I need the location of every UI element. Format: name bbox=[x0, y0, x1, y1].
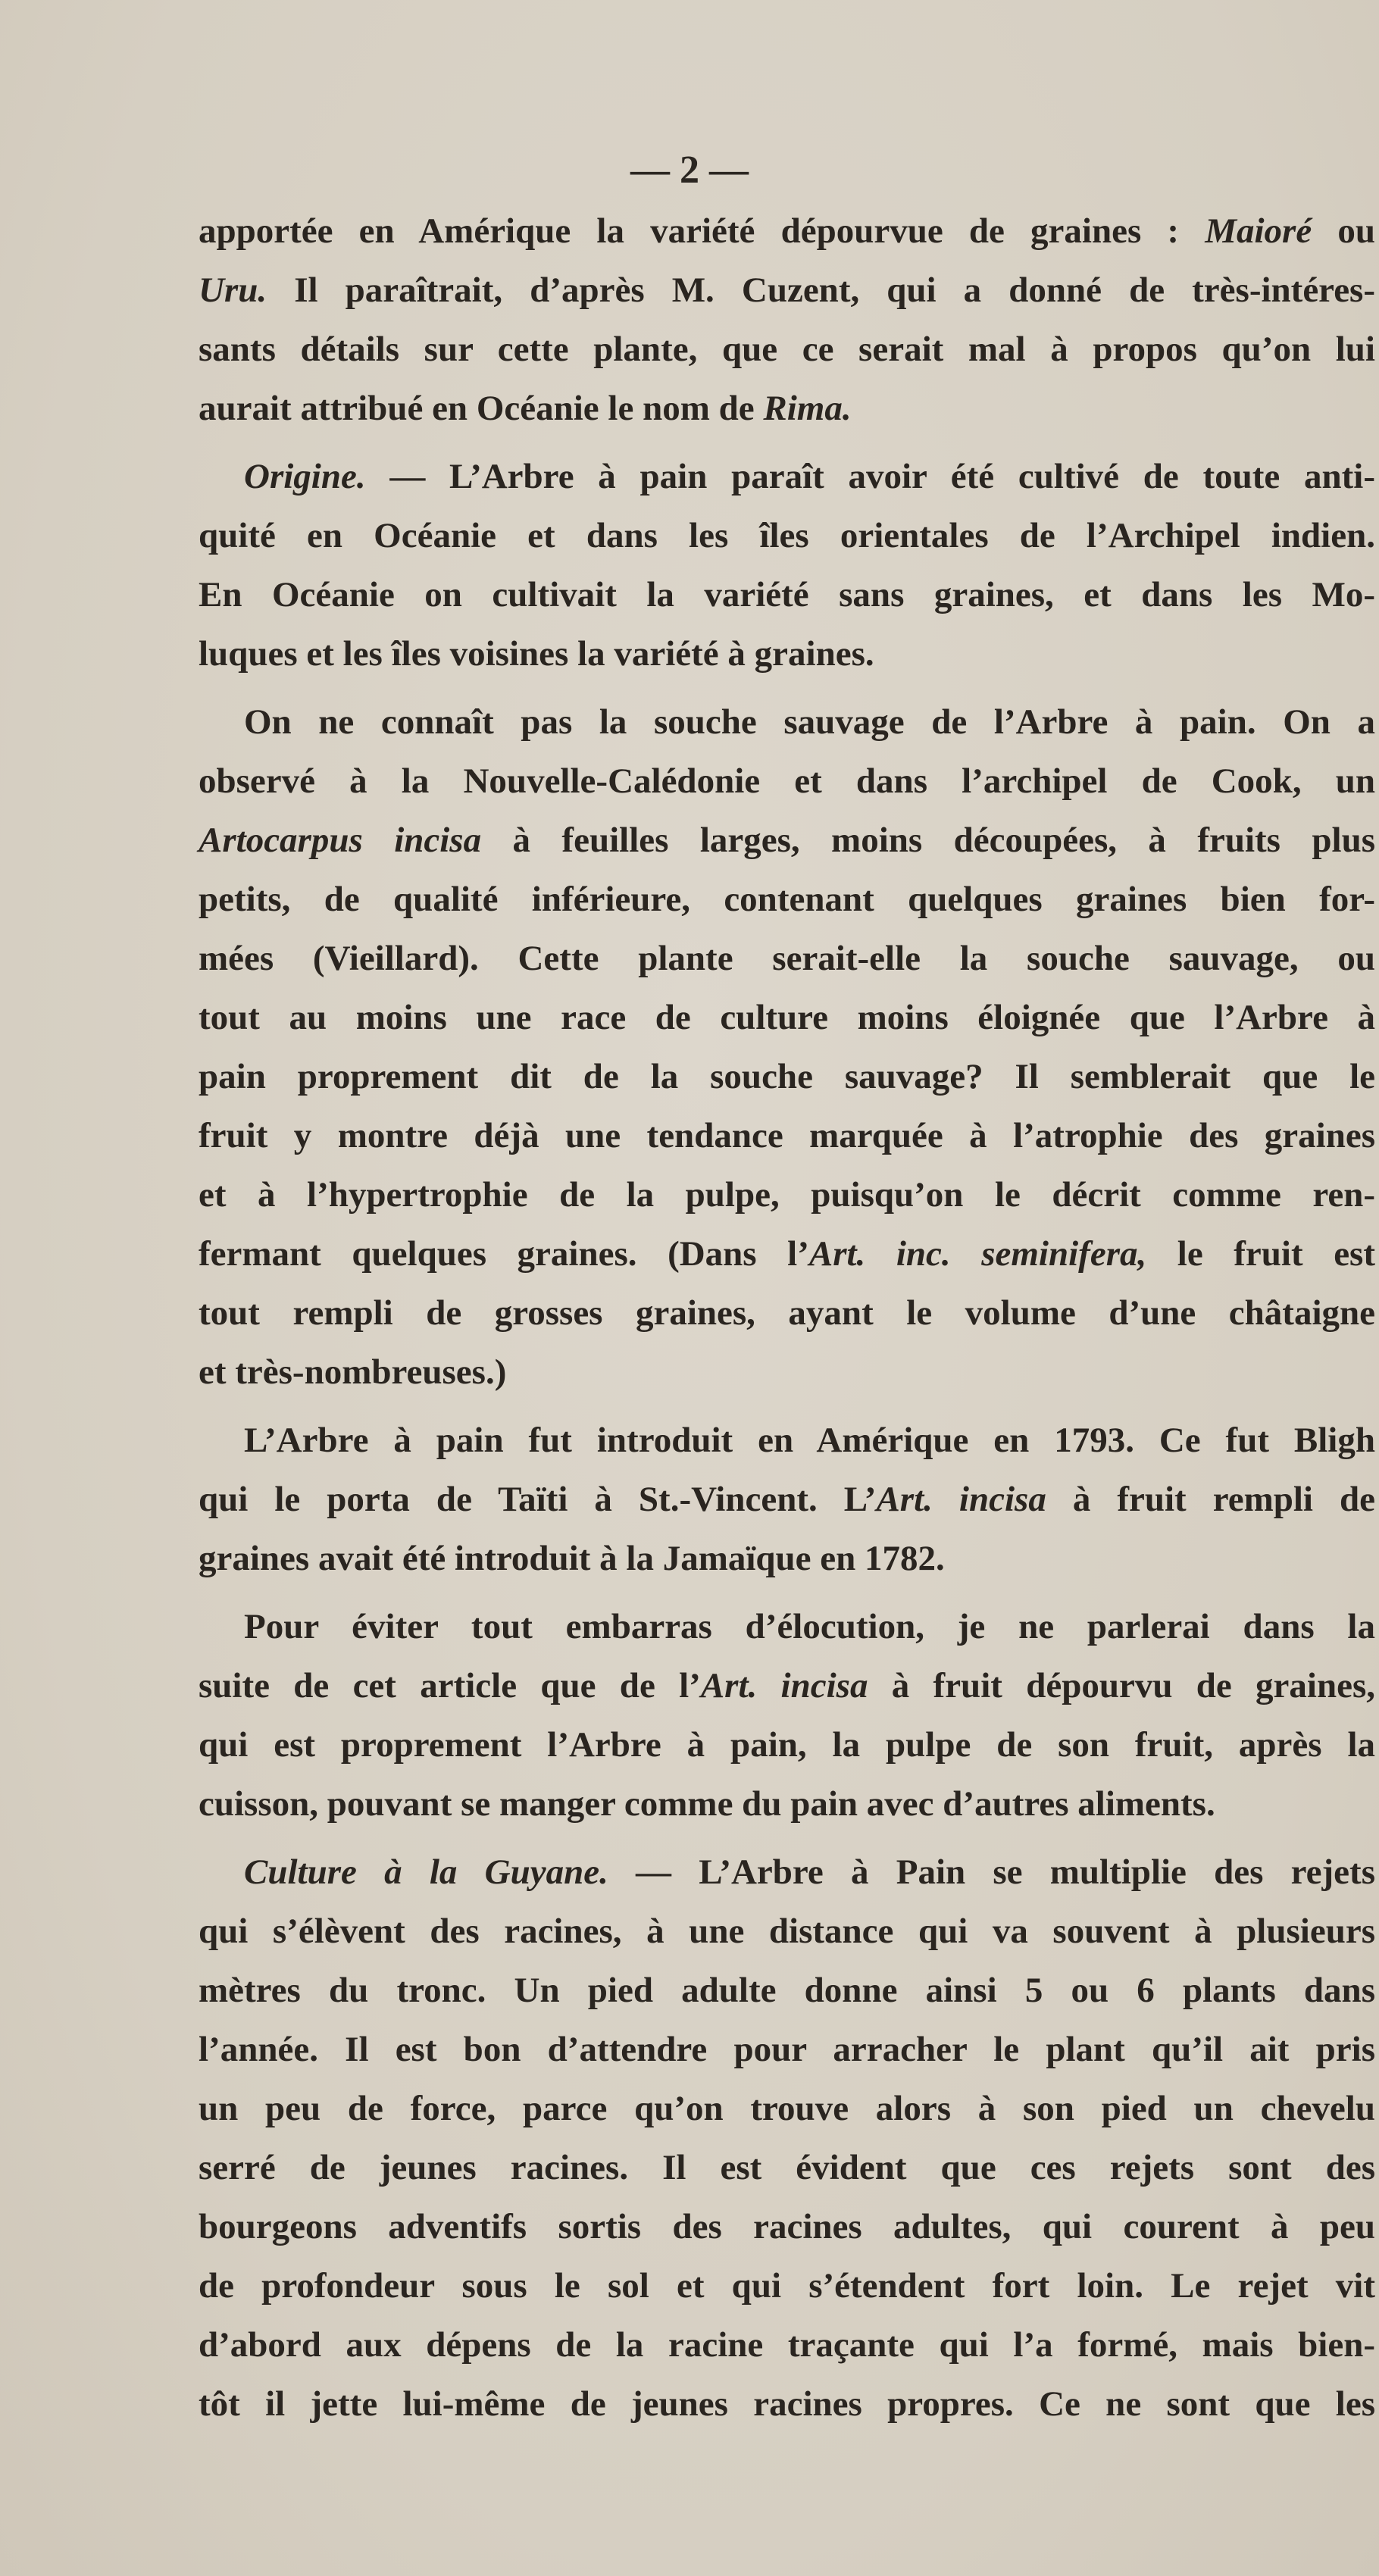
text-line bbox=[199, 2256, 1375, 2315]
text-segment: le fruit est bbox=[1146, 1234, 1375, 1274]
text-line bbox=[199, 752, 1375, 811]
text-segment: — L’Arbre à Pain se multiplie des rejets bbox=[608, 1852, 1375, 1892]
body-text bbox=[199, 202, 1375, 2434]
text-line bbox=[199, 811, 1375, 870]
text-line bbox=[199, 1106, 1375, 1165]
text-segment: fermant quelques graines. (Dans l’ bbox=[199, 1234, 809, 1274]
italic-text: Art. incisa bbox=[700, 1666, 868, 1705]
text-line bbox=[199, 929, 1375, 988]
text-segment: luques et les îles voisines la variété à graines. bbox=[199, 634, 874, 674]
text-line bbox=[199, 1902, 1375, 1961]
text-line bbox=[199, 1165, 1375, 1224]
text-segment: tout au moins une race de culture moins éloignée que l’Arbre à bbox=[199, 998, 1375, 1037]
italic-text: Maioré bbox=[1205, 211, 1312, 251]
text-line bbox=[199, 2374, 1375, 2434]
paragraph bbox=[199, 1597, 1375, 1834]
text-segment: mètres du tronc. Un pied adulte donne ainsi 5 ou 6 plants dans bbox=[199, 1971, 1375, 2010]
text-segment: qui est proprement l’Arbre à pain, la pulpe de son fruit, après la bbox=[199, 1725, 1375, 1765]
text-segment: tout rempli de grosses graines, ayant le volume d’une châtaigne bbox=[199, 1293, 1375, 1333]
text-line bbox=[199, 1843, 1375, 1902]
text-line bbox=[199, 1715, 1375, 1774]
text-segment: bourgeons adventifs sortis des racines adultes, qui courent à peu bbox=[199, 2207, 1375, 2246]
italic-text: Origine. bbox=[244, 457, 366, 496]
text-segment: L’Arbre à pain fut introduit en Amérique en 1793. Ce fut Bligh bbox=[244, 1421, 1375, 1460]
text-segment: sants détails sur cette plante, que ce serait mal à propos qu’on lui bbox=[199, 330, 1375, 369]
text-segment: aurait attribué en Océanie le nom de bbox=[199, 389, 764, 428]
text-line bbox=[199, 1597, 1375, 1656]
text-line bbox=[199, 2315, 1375, 2374]
italic-text: Rima. bbox=[763, 389, 852, 428]
text-line bbox=[199, 2197, 1375, 2256]
text-line bbox=[199, 1047, 1375, 1106]
text-line bbox=[199, 379, 1375, 438]
text-segment: à fruit dépourvu de graines, bbox=[868, 1666, 1376, 1705]
text-segment: — L’Arbre à pain paraît avoir été cultivé de toute anti- bbox=[365, 457, 1375, 496]
text-segment: cuisson, pouvant se manger comme du pain avec d’autres aliments. bbox=[199, 1784, 1215, 1824]
text-line bbox=[199, 1283, 1375, 1343]
text-line bbox=[199, 1343, 1375, 1402]
italic-text: Culture à la Guyane. bbox=[244, 1852, 608, 1892]
text-segment: Pour éviter tout embarras d’élocution, je ne parlerai dans la bbox=[244, 1607, 1375, 1646]
text-segment: ou bbox=[1312, 211, 1376, 251]
text-line bbox=[199, 1470, 1375, 1529]
text-line bbox=[199, 692, 1375, 752]
paragraph bbox=[199, 447, 1375, 683]
text-segment: et à l’hypertrophie de la pulpe, puisqu’on le décrit comme ren- bbox=[199, 1175, 1375, 1215]
text-segment: graines avait été introduit à la Jamaïque en 1782. bbox=[199, 1539, 945, 1578]
text-segment: tôt il jette lui-même de jeunes racines propres. Ce ne sont que les bbox=[199, 2384, 1375, 2424]
text-segment: petits, de qualité inférieure, contenant quelques graines bien for- bbox=[199, 880, 1375, 919]
text-line bbox=[199, 1656, 1375, 1715]
text-line bbox=[199, 447, 1375, 506]
text-segment: à feuilles larges, moins découpées, à fruits plus bbox=[481, 821, 1376, 860]
text-segment: d’abord aux dépens de la racine traçante qui l’a formé, mais bien- bbox=[199, 2325, 1375, 2365]
text-line bbox=[199, 320, 1375, 379]
text-line bbox=[199, 202, 1375, 261]
text-line bbox=[199, 2138, 1375, 2197]
text-segment: mées (Vieillard). Cette plante serait-elle la souche sauvage, ou bbox=[199, 939, 1375, 978]
text-segment: Il paraîtrait, d’après M. Cuzent, qui a donné de très-intéres- bbox=[267, 270, 1375, 310]
text-segment: à fruit rempli de bbox=[1046, 1480, 1375, 1519]
text-segment: et très-nombreuses.) bbox=[199, 1352, 507, 1392]
text-segment: pain proprement dit de la souche sauvage? Il semblerait que le bbox=[199, 1057, 1375, 1096]
text-line bbox=[199, 565, 1375, 624]
text-segment: suite de cet article que de l’ bbox=[199, 1666, 701, 1705]
text-line bbox=[199, 1961, 1375, 2020]
text-segment: l’année. Il est bon d’attendre pour arracher le plant qu’il ait pris bbox=[199, 2030, 1375, 2069]
paragraph bbox=[199, 692, 1375, 1402]
italic-text: Artocarpus incisa bbox=[199, 821, 482, 860]
text-line bbox=[199, 506, 1375, 565]
page-number: — 2 — bbox=[630, 148, 749, 192]
text-segment: un peu de force, parce qu’on trouve alors à son pied un chevelu bbox=[199, 2089, 1375, 2128]
text-segment: qui le porta de Taïti à St.-Vincent. L’ bbox=[199, 1480, 877, 1519]
italic-text: Art. incisa bbox=[876, 1480, 1046, 1519]
text-segment: qui s’élèvent des racines, à une distance qui va souvent à plusieurs bbox=[199, 1912, 1375, 1951]
text-line bbox=[199, 2020, 1375, 2079]
text-line bbox=[199, 624, 1375, 683]
text-line bbox=[199, 988, 1375, 1047]
paragraph bbox=[199, 1843, 1375, 2434]
paragraph bbox=[199, 1411, 1375, 1588]
text-line bbox=[199, 1411, 1375, 1470]
text-segment: En Océanie on cultivait la variété sans graines, et dans les Mo- bbox=[199, 575, 1375, 614]
italic-text: Art. inc. seminifera, bbox=[808, 1234, 1147, 1274]
text-line bbox=[199, 261, 1375, 320]
italic-text: Uru. bbox=[199, 270, 267, 310]
text-line bbox=[199, 1529, 1375, 1588]
paragraph bbox=[199, 202, 1375, 438]
text-segment: apportée en Amérique la variété dépourvue de graines : bbox=[199, 211, 1205, 251]
text-segment: fruit y montre déjà une tendance marquée à l’atrophie des graines bbox=[199, 1116, 1375, 1155]
text-segment: de profondeur sous le sol et qui s’étendent fort loin. Le rejet vit bbox=[199, 2266, 1375, 2306]
text-segment: observé à la Nouvelle-Calédonie et dans l’archipel de Cook, un bbox=[199, 761, 1375, 801]
text-line bbox=[199, 2079, 1375, 2138]
text-segment: serré de jeunes racines. Il est évident que ces rejets sont des bbox=[199, 2148, 1375, 2187]
text-line bbox=[199, 870, 1375, 929]
text-segment: On ne connaît pas la souche sauvage de l’Arbre à pain. On a bbox=[244, 702, 1375, 742]
text-line bbox=[199, 1224, 1375, 1283]
text-line bbox=[199, 1774, 1375, 1834]
text-segment: quité en Océanie et dans les îles orientales de l’Archipel indien. bbox=[199, 516, 1375, 555]
